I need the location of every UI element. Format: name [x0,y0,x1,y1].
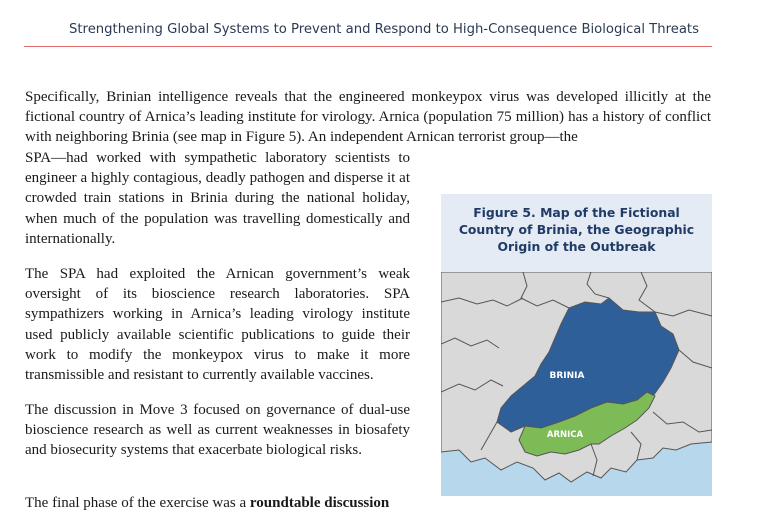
body-paragraph-move3: The discussion in Move 3 focused on governance of dual-use bioscience research as well as current weaknesses in biosafety and biosecurity systems that exacerbate biological risks. [25,402,410,459]
figure-title-line-3: Origin of the Outbreak [497,239,656,254]
body-paragraph-exploitation: The SPA had exploited the Arnican government’s weak oversight of its bioscience research laboratories. SPA sympathizers working in Arnica’s leading virology institute used publicly available scientific publications to guide their work to modify the monkeypox virus to make it more transmissible and resistant to currently available vaccines. [25,266,410,384]
figure-5-map [441,194,712,496]
map-label-arnica: ARNICA [546,430,584,440]
body-paragraph-final-phase [25,493,410,513]
figure-title [441,204,712,255]
header-rule [24,46,712,47]
running-header: Strengthening Global Systems to Prevent and Respond to High-Consequence Biological Threats [69,22,699,37]
figure-title-line-2: Country of Brinia, the Geographic [458,222,695,237]
final-phase-text: The final phase of the exercise was a [25,495,250,511]
figure-title-line-1: Figure 5. Map of the Fictional [473,205,680,220]
map [441,272,712,496]
body-paragraph-intelligence: Specifically, Brinian intelligence reveals that the engineered monkeypox virus was developed illicitly at the fictional country of Arnica’s leading institute for virology. Arnica (population 75 million) has a history of conflict with neighboring Brinia (see map in Figure 5). An independent Arnican terrorist group—the [25,89,711,146]
body-paragraph-spa: SPA—had worked with sympathetic laboratory scientists to engineer a highly contagious, deadly pathogen and disperse it at crowded train stations in Brinia during the national holiday, when much of the population was travelling domestically and internationally. [25,150,410,247]
roundtable-emphasis: roundtable discussion [249,495,390,511]
map-label-brinia: BRINIA [549,371,585,381]
